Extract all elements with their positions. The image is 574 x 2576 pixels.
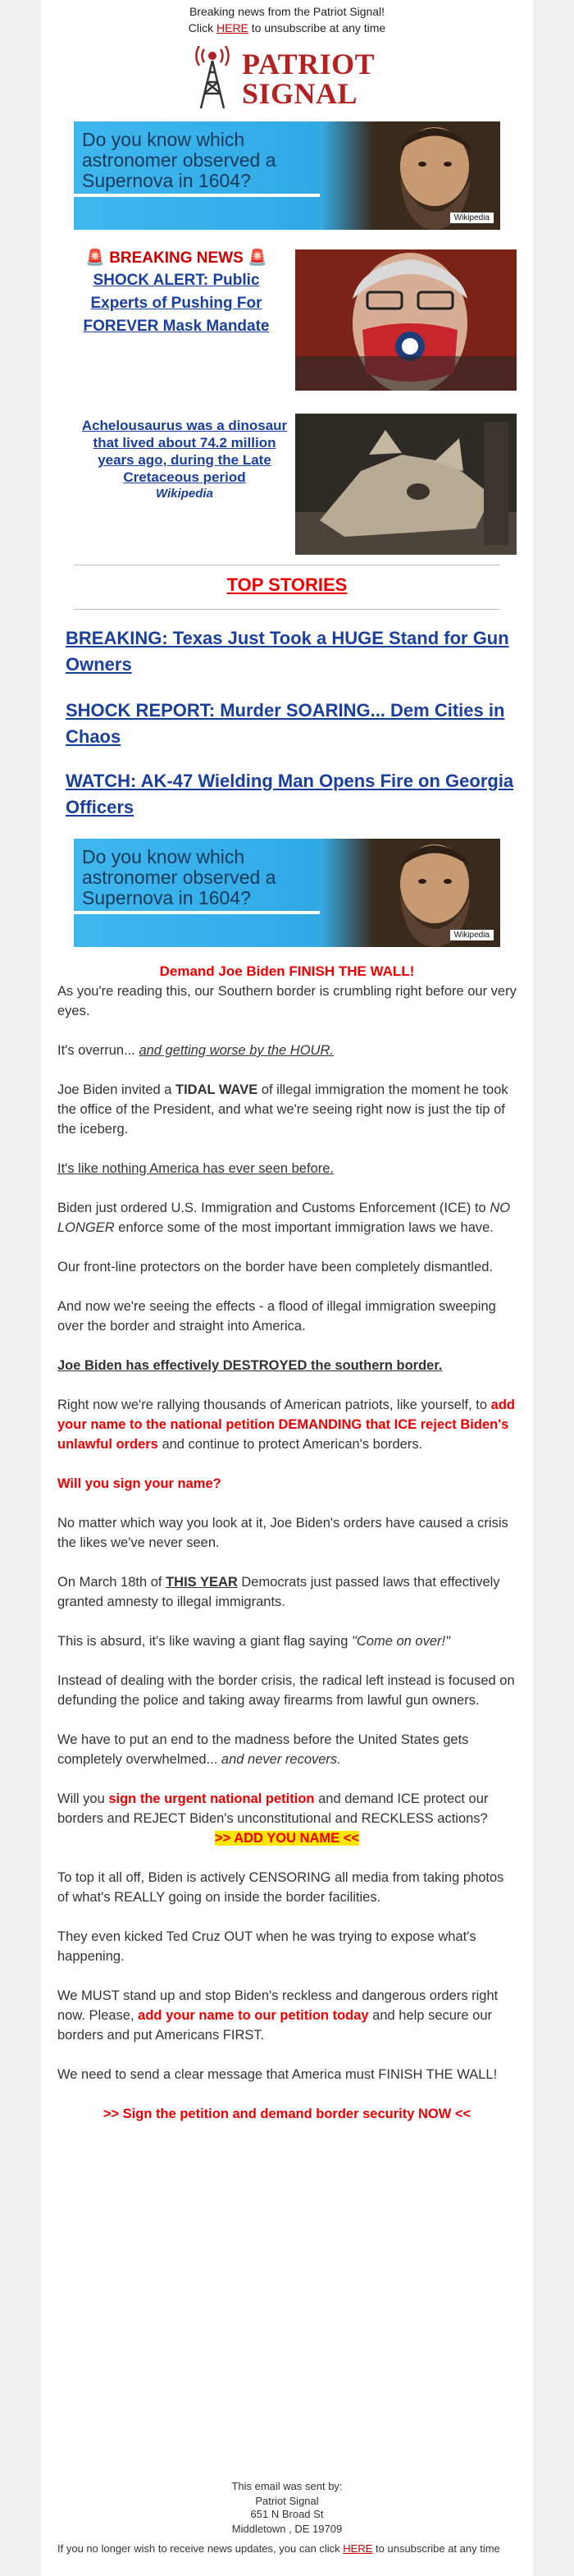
top-story-link[interactable]: SHOCK REPORT: Murder SOARING... Dem Cities in Chaos <box>66 700 505 747</box>
article-paragraph: We have to put an end to the madness before the United States gets completely overwhelmed... and never recovers. <box>57 1732 469 1767</box>
unsubscribe-text: to unsubscribe at any time <box>248 21 386 34</box>
article-paragraph: Biden just ordered U.S. Immigration and Customs Enforcement (ICE) to NO LONGER enforce some of the most important immigration laws we have. <box>57 1201 511 1235</box>
preheader-line: Breaking news from the Patriot Signal! <box>189 5 385 18</box>
dinosaur-fact-block <box>74 417 295 502</box>
radio-tower-icon <box>188 46 237 112</box>
breaking-news-block <box>74 248 279 338</box>
article <box>57 962 517 2144</box>
article-paragraph: It's overrun... and getting worse by the HOUR. <box>57 1043 334 1058</box>
breaking-news-label: BREAKING NEWS <box>109 249 244 267</box>
ad-credit: Wikipedia <box>450 213 494 223</box>
fact-source: Wikipedia <box>156 487 213 501</box>
article-paragraph: No matter which way you look at it, Joe Biden's orders have caused a crisis the likes we've never seen. <box>57 1516 508 1550</box>
unsubscribe-text: If you no longer wish to receive news updates, you can click <box>57 2542 344 2555</box>
article-paragraph: It's like nothing America has ever seen before. <box>57 1161 335 1176</box>
top-story-link[interactable]: BREAKING: Texas Just Took a HUGE Stand for Gun Owners <box>66 628 509 675</box>
article-paragraph: And now we're seeing the effects - a flood of illegal immigration sweeping over the border and straight into America. <box>57 1299 496 1334</box>
article-paragraph: Joe Biden has effectively DESTROYED the southern border. <box>57 1358 443 1373</box>
sent-by-label: This email was sent by: <box>231 2480 343 2492</box>
sender-city: Middletown , DE 19709 <box>231 2523 343 2535</box>
unsubscribe-link-bottom[interactable]: HERE <box>343 2542 373 2555</box>
article-paragraph: They even kicked Ted Cruz OUT when he was trying to expose what's happening. <box>57 1929 476 1964</box>
article-paragraph: As you're reading this, our Southern border is crumbling right before our very eyes. <box>57 984 517 1018</box>
dinosaur-skull-photo[interactable] <box>295 414 517 555</box>
article-heading: Demand Joe Biden FINISH THE WALL! <box>159 963 415 979</box>
article-paragraph: Our front-line protectors on the border have been completely dismantled. <box>57 1260 494 1274</box>
siren-icon: 🚨 <box>248 249 267 267</box>
masked-official-photo[interactable] <box>295 249 517 391</box>
sign-petition-button[interactable]: >> Sign the petition and demand border security NOW << <box>102 2107 472 2121</box>
unsubscribe-link-top[interactable]: HERE <box>216 21 248 34</box>
add-your-name-button[interactable]: >> ADD YOU NAME << <box>214 1831 360 1846</box>
petition-inline-link[interactable]: sign the urgent national petition <box>108 1791 315 1806</box>
ad-question: Do you know which astronomer observed a Supernova in 1604? <box>82 846 276 908</box>
logo-line-patriot: PATRIOT <box>242 48 376 80</box>
unsubscribe-line <box>41 20 533 36</box>
unsubscribe-text: Click <box>188 21 216 34</box>
logo-line-signal: SIGNAL <box>242 77 358 110</box>
article-paragraph: We MUST stand up and stop Biden's reckless and dangerous orders right now. Please, add your name to our petition today and help secure our borders and put Americans FIRST. <box>57 1988 499 2043</box>
astronomer-ad-bottom[interactable] <box>74 839 500 947</box>
astronomer-ad-top[interactable] <box>74 121 500 230</box>
email-body <box>41 0 533 2576</box>
footer-unsubscribe <box>57 2541 517 2557</box>
breaking-news-header <box>74 248 279 269</box>
top-story-link[interactable]: WATCH: AK-47 Wielding Man Opens Fire on Georgia Officers <box>66 771 514 817</box>
breaking-news-headline-link[interactable]: SHOCK ALERT: Public Experts of Pushing For FOREVER Mask Mandate <box>83 272 270 335</box>
preheader <box>41 0 533 36</box>
unsubscribe-text: to unsubscribe at any time <box>372 2542 500 2555</box>
dinosaur-fact-link[interactable]: Achelousaurus was a dinosaur that lived about 74.2 million years ago, during the Late Cretaceous period <box>81 418 288 485</box>
sender-org: Patriot Signal <box>255 2495 319 2507</box>
article-paragraph: This is absurd, it's like waving a giant flag saying "Come on over!" <box>57 1634 450 1649</box>
article-paragraph: Will you sign the urgent national petition and demand ICE protect our borders and REJECT Biden's unconstitutional and RECKLESS actions? <box>57 1791 489 1826</box>
footer-address <box>41 2478 533 2537</box>
sender-street: 651 N Broad St <box>250 2508 324 2520</box>
sign-question[interactable]: Will you sign your name? <box>57 1476 221 1491</box>
ad-credit: Wikipedia <box>450 930 494 940</box>
top-stories-title: TOP STORIES <box>226 574 348 595</box>
article-paragraph: Right now we're rallying thousands of American patriots, like yourself, to add your name to the national petition DEMANDING that ICE reject Biden's unlawful orders and continue to protect American's borders. <box>57 1398 515 1452</box>
article-paragraph: Joe Biden invited a TIDAL WAVE of illegal immigration the moment he took the office of the President, and what we're seeing right now is just the tip of the iceberg. <box>57 1082 508 1137</box>
petition-inline-link[interactable]: add your name to our petition today <box>138 2008 369 2023</box>
article-paragraph: On March 18th of THIS YEAR Democrats just passed laws that effectively granted amnesty to illegal immigrants. <box>57 1575 500 1609</box>
patriot-signal-logo[interactable] <box>184 46 390 112</box>
ad-question: Do you know which astronomer observed a Supernova in 1604? <box>82 129 276 191</box>
article-paragraph: We need to send a clear message that America must FINISH THE WALL! <box>57 2067 498 2082</box>
divider <box>74 609 500 610</box>
article-paragraph: To top it all off, Biden is actively CENSORING all media from taking photos of what's REALLY going on inside the border facilities. <box>57 1870 504 1905</box>
article-paragraph: Instead of dealing with the border crisis, the radical left instead is focused on defunding the police and taking away firearms from lawful gun owners. <box>57 1673 515 1708</box>
siren-icon: 🚨 <box>85 249 105 267</box>
petition-inline-link[interactable]: add your name to the national petition DEMANDING that ICE reject Biden's unlawful orders <box>57 1398 515 1452</box>
